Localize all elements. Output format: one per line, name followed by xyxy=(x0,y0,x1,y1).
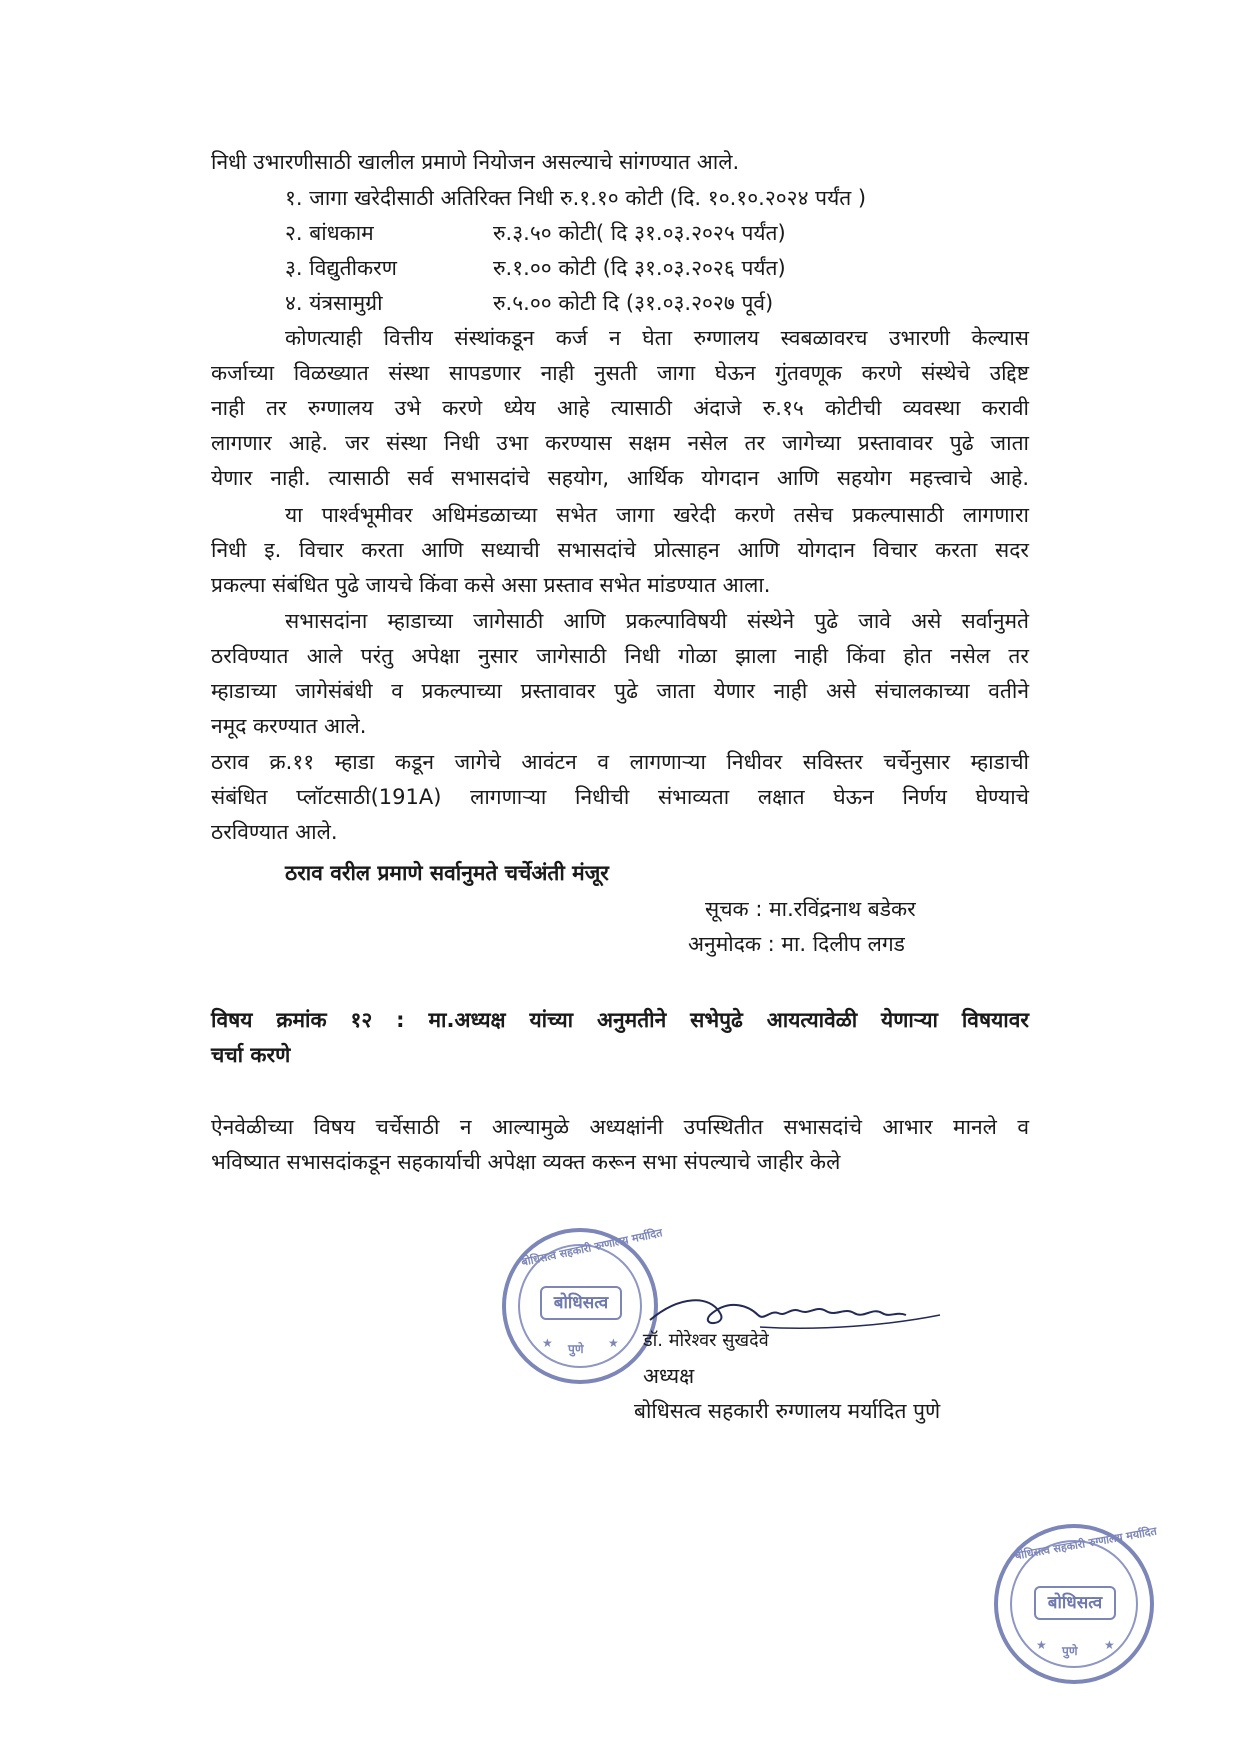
plan-item-4-label: ४. यंत्रसामुग्री xyxy=(285,291,383,315)
plan-item-1: १. जागा खरेदीसाठी अतिरिक्त निधी रु.१.१० कोटी (दि. १०.१०.२०२४ पर्यंत ) xyxy=(285,186,867,210)
plan-item-4-amount: रु.५.०० कोटी दि (३१.०३.२०२७ पूर्व) xyxy=(493,291,774,315)
para3-line-1: सभासदांना म्हाडाच्या जागेसाठी आणि प्रकल्पाविषयी संस्थेने पुढे जावे असे सर्वानुमते xyxy=(285,609,1029,633)
organization-stamp xyxy=(502,1226,664,1384)
para2-line-1: या पार्श्वभूमीवर अधिमंडळाच्या सभेत जागा खरेदी करणे तसेच प्रकल्पासाठी लागणारा xyxy=(285,503,1029,527)
para4-line-2: संबंधित प्लॉटसाठी(191A) लागणाऱ्या निधीची संभाव्यता लक्षात घेऊन निर्णय घेण्याचे xyxy=(211,785,1029,809)
signatory-name: डॉ. मोरेश्वर सुखदेवे xyxy=(643,1330,769,1351)
para2-line-2: निधी इ. विचार करता आणि सध्याची सभासदांचे प्रोत्साहन आणि योगदान विचार करता सदर xyxy=(211,538,1029,562)
para1-line-5: येणार नाही. त्यासाठी सर्व सभासदांचे सहयोग, आर्थिक योगदान आणि सहयोग महत्त्वाचे आहे. xyxy=(211,466,1029,490)
star-icon: ★ xyxy=(542,1336,553,1350)
proposer: सूचक : मा.रविंद्रनाथ बडेकर xyxy=(705,897,916,921)
plan-item-3-label: ३. विद्युतीकरण xyxy=(285,256,397,280)
closing-line-1: ऐनवेळीच्या विषय चर्चेसाठी न आल्यामुळे अध्यक्षांनी उपस्थितीत सभासदांचे आभार मानले व xyxy=(211,1115,1029,1139)
star-icon: ★ xyxy=(608,1336,619,1350)
seconder: अनुमोदक : मा. दिलीप लगड xyxy=(688,932,905,956)
stamp-ring-text: बोधिसत्व सहकारी रुग्णालय मर्यादित xyxy=(520,1226,664,1269)
para1-line-3: नाही तर रुग्णालय उभे करणे ध्येय आहे त्यासाठी अंदाजे रु.१५ कोटीची व्यवस्था करावी xyxy=(211,396,1029,420)
para1-line-4: लागणार आहे. जर संस्था निधी उभा करण्यास सक्षम नसेल तर जागेच्या प्रस्तावावर पुढे जाता xyxy=(211,431,1029,455)
stamp-ring-text: बोधिसत्व सहकारी रुग्णालय मर्यादित xyxy=(1013,1524,1158,1563)
resolution-text: ठराव वरील प्रमाणे सर्वानुमते चर्चेअंती मंजूर xyxy=(285,861,609,885)
para2-line-3: प्रकल्पा संबंधित पुढे जायचे किंवा कसे असा प्रस्ताव सभेत मांडण्यात आला. xyxy=(211,573,771,597)
intro-line: निधी उभारणीसाठी खालील प्रमाणे नियोजन असल्याचे सांगण्यात आले. xyxy=(211,150,740,174)
subject-line-1: विषय क्रमांक १२ : मा.अध्यक्ष यांच्या अनुमतीने सभेपुढे आयत्यावेळी येणाऱ्या विषयावर xyxy=(211,1008,1029,1032)
para3-line-2: ठरविण्यात आले परंतु अपेक्षा नुसार जागेसाठी निधी गोळा झाला नाही किंवा होत नसेल तर xyxy=(211,644,1029,668)
signatory-title: अध्यक्ष xyxy=(643,1364,695,1388)
para3-line-3: म्हाडाच्या जागेसंबंधी व प्रकल्पाच्या प्रस्तावावर पुढे जाता येणार नाही असे संचालकाच्या वतीने xyxy=(211,679,1029,703)
closing-line-2: भविष्यात सभासदांकडून सहकार्याची अपेक्षा व्यक्त करून सभा संपल्याचे जाहीर केले xyxy=(211,1150,841,1174)
subject-line-2: चर्चा करणे xyxy=(211,1043,291,1067)
para4-line-3: ठरविण्यात आले. xyxy=(211,820,338,844)
organization-stamp xyxy=(994,1524,1158,1684)
organization-name: बोधिसत्व सहकारी रुग्णालय मर्यादित पुणे xyxy=(634,1399,941,1423)
para1-line-1: कोणत्याही वित्तीय संस्थांकडून कर्ज न घेता रुग्णालय स्वबळावरच उभारणी केल्यास xyxy=(285,326,1029,350)
stamp-center-text: बोधिसत्व xyxy=(1034,1586,1116,1620)
star-icon: ★ xyxy=(1036,1638,1047,1652)
para4-line-1: ठराव क्र.११ म्हाडा कडून जागेचे आवंटन व लागणाऱ्या निधीवर सविस्तर चर्चेनुसार म्हाडाची xyxy=(211,750,1029,774)
para1-line-2: कर्जाच्या विळख्यात संस्था सापडणार नाही नुसती जागा घेऊन गुंतवणूक करणे संस्थेचे उद्दिष्ट xyxy=(211,361,1029,385)
para3-line-4: नमूद करण्यात आले. xyxy=(211,714,367,738)
stamp-city: पुणे xyxy=(568,1342,584,1356)
plan-item-2-amount: रु.३.५० कोटी( दि ३१.०३.२०२५ पर्यंत) xyxy=(493,221,786,245)
stamp-center-text: बोधिसत्व xyxy=(540,1286,622,1320)
plan-item-2-label: २. बांधकाम xyxy=(285,221,374,245)
plan-item-3-amount: रु.१.०० कोटी (दि ३१.०३.२०२६ पर्यंत) xyxy=(493,256,786,280)
stamp-city: पुणे xyxy=(1062,1644,1078,1658)
star-icon: ★ xyxy=(1104,1638,1115,1652)
